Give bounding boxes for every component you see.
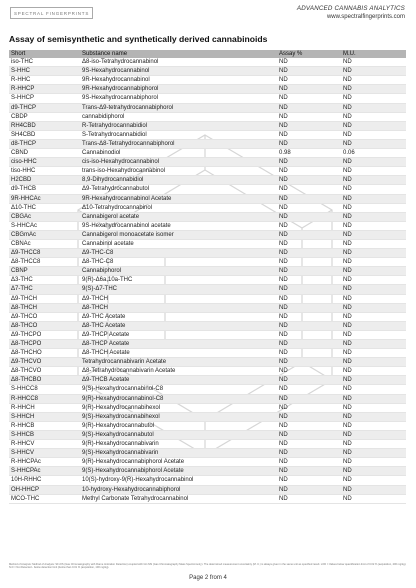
cell-short: tiso-HHC: [9, 167, 80, 176]
cell-assay: ND: [277, 485, 341, 494]
cell-short: R-HHCH: [9, 403, 80, 412]
cell-substance-name: Δ10-Tetrahydrocannabinol: [80, 203, 277, 212]
cell-short: H2CBD: [9, 176, 80, 185]
table-row: [9, 239, 406, 248]
cell-short: Δ8-THCVO: [9, 367, 80, 376]
table-row: [9, 494, 406, 503]
cell-short: d9-THCP: [9, 103, 80, 112]
cell-short: Δ8-THCC8: [9, 258, 80, 267]
cell-short: RH4CBD: [9, 121, 80, 130]
cell-mu: ND: [341, 58, 406, 67]
table-row: [9, 58, 406, 67]
table-row: [9, 230, 406, 239]
cell-assay: ND: [277, 203, 341, 212]
cell-mu: ND: [341, 230, 406, 239]
table-row: [9, 394, 406, 403]
cell-substance-name: Δ8-THCH: [80, 303, 277, 312]
cell-substance-name: 10(S)-hydroxy-9(R)-Hexahydrocannabinol: [80, 476, 277, 485]
cell-mu: ND: [341, 421, 406, 430]
table-row: [9, 303, 406, 312]
cell-assay: ND: [277, 340, 341, 349]
cell-substance-name: Trans-Δ9-tetrahydrocannabiphorol: [80, 103, 277, 112]
cell-assay: ND: [277, 303, 341, 312]
cell-substance-name: Δ9-THCP Acetate: [80, 330, 277, 339]
cell-substance-name: 9(S)-Hexahydrocannabivarin: [80, 449, 277, 458]
cell-substance-name: 9R-Hexahydrocannabiphorol: [80, 85, 277, 94]
cell-mu: ND: [341, 103, 406, 112]
table-row: [9, 130, 406, 139]
cell-assay: ND: [277, 321, 341, 330]
cell-substance-name: Δ8-iso-Tetrahydrocannabinol: [80, 58, 277, 67]
cell-mu: ND: [341, 412, 406, 421]
cell-short: Δ10-THC: [9, 203, 80, 212]
cell-short: Δ7-THC: [9, 285, 80, 294]
cell-short: d9-THCB: [9, 185, 80, 194]
cell-short: 9R-HHCAc: [9, 194, 80, 203]
cell-short: Δ9-THCC8: [9, 249, 80, 258]
table-row: [9, 330, 406, 339]
cell-short: S-HHC: [9, 67, 80, 76]
cell-assay: ND: [277, 349, 341, 358]
cell-mu: ND: [341, 130, 406, 139]
table-row: [9, 112, 406, 121]
cell-substance-name: trans-iso-Hexahydrocannabinol: [80, 167, 277, 176]
logo-text: SPECTRAL FINGERPRINTS: [10, 7, 93, 19]
cell-substance-name: Δ9-Tetrahydrocannabutol: [80, 185, 277, 194]
cell-assay: ND: [277, 385, 341, 394]
cell-short: R-HHCP: [9, 85, 80, 94]
table-row: [9, 385, 406, 394]
cell-substance-name: 9R-Hexahydrocannabinol: [80, 76, 277, 85]
cell-substance-name: Δ8-THCP Acetate: [80, 340, 277, 349]
cell-short: Δ8-THCBO: [9, 376, 80, 385]
cell-mu: ND: [341, 94, 406, 103]
company-name: ADVANCED CANNABIS ANALYTICS: [296, 5, 405, 12]
cell-mu: ND: [341, 294, 406, 303]
table-row: [9, 85, 406, 94]
cell-substance-name: 9(R)-Hexahydrocannabiphorol Acetate: [80, 458, 277, 467]
cell-assay: ND: [277, 285, 341, 294]
cell-mu: ND: [341, 485, 406, 494]
column-header-substance: Substance name: [80, 50, 277, 58]
cell-short: S-HHCB: [9, 430, 80, 439]
table-row: [9, 376, 406, 385]
column-header-mu: M.U.: [341, 50, 406, 58]
cell-substance-name: 9(R)-Hexahydrocannabinol-C8: [80, 394, 277, 403]
table-row: [9, 121, 406, 130]
cell-short: Δ9-THCO: [9, 312, 80, 321]
table-row: [9, 340, 406, 349]
cell-short: S-HHCH: [9, 412, 80, 421]
cell-short: ciso-HHC: [9, 158, 80, 167]
cell-short: S-HHCAc: [9, 221, 80, 230]
cell-substance-name: 10-hydroxy-Hexahydrocannabiphorol: [80, 485, 277, 494]
cell-assay: ND: [277, 276, 341, 285]
cell-short: CBNAc: [9, 239, 80, 248]
cell-mu: ND: [341, 367, 406, 376]
assay-table: [9, 50, 406, 504]
table-row: [9, 249, 406, 258]
table-row: [9, 94, 406, 103]
cell-substance-name: 9R-Hexahydrocannabinol Acetate: [80, 194, 277, 203]
cell-short: R-HHCB: [9, 421, 80, 430]
cell-substance-name: 9(R)-Δ6a,10a-THC: [80, 276, 277, 285]
table-row: [9, 158, 406, 167]
cell-assay: ND: [277, 112, 341, 121]
cell-mu: ND: [341, 67, 406, 76]
cell-short: Δ8-THCPO: [9, 340, 80, 349]
cell-short: Δ9-THCVO: [9, 358, 80, 367]
table-row: [9, 440, 406, 449]
cell-mu: ND: [341, 285, 406, 294]
cell-substance-name: Trans-Δ8-Tetrahydrocannabiphorol: [80, 139, 277, 148]
company-logo: [10, 7, 93, 19]
cell-assay: ND: [277, 94, 341, 103]
cell-substance-name: 9(S)-Hexahydrocannabiphorol Acetate: [80, 467, 277, 476]
cell-assay: ND: [277, 358, 341, 367]
cell-substance-name: Tetrahydrocannabivarin Acetate: [80, 358, 277, 367]
method-footnote: Method of Analysis: Method of Analysis: SF-FIS (Gas Chromatography with Flame Ionization Detection) coupled with GC-MS (Gas Chromatography Mass Spectrometry). The determined measurement uncertainty (M. U.) is always given in the same unit as specified result. LOD = Values below quantification limit of 0.02 % (acquisition, 200 mg/kg). N.D = Not Detected - below detection limit (below than 0.01 % (acquisition, 100 mg/kg).: [9, 563, 407, 570]
cell-assay: ND: [277, 476, 341, 485]
cell-assay: 0.98: [277, 149, 341, 158]
cell-mu: ND: [341, 139, 406, 148]
cell-substance-name: cis-iso-Hexahydrocannabinol: [80, 158, 277, 167]
cell-mu: ND: [341, 212, 406, 221]
cell-assay: ND: [277, 167, 341, 176]
cell-mu: ND: [341, 403, 406, 412]
cell-assay: ND: [277, 394, 341, 403]
cell-mu: ND: [341, 239, 406, 248]
page-title: Assay of semisynthetic and synthetically derived cannabinoids: [9, 34, 268, 44]
cell-substance-name: cannabidiphorol: [80, 112, 277, 121]
table-row: [9, 194, 406, 203]
cell-substance-name: 9S-Hexahydrocannabinol acetate: [80, 221, 277, 230]
cell-mu: ND: [341, 158, 406, 167]
cell-substance-name: 9(S)-Δ7-THC: [80, 285, 277, 294]
cell-assay: ND: [277, 194, 341, 203]
table-row: [9, 349, 406, 358]
table-row: [9, 176, 406, 185]
cell-mu: ND: [341, 112, 406, 121]
cell-substance-name: 9S-Hexahydrocannabinol: [80, 67, 277, 76]
cell-short: R-HHCC8: [9, 394, 80, 403]
cell-assay: ND: [277, 239, 341, 248]
cell-mu: ND: [341, 249, 406, 258]
cell-short: Δ8-THCO: [9, 321, 80, 330]
cell-assay: ND: [277, 312, 341, 321]
cell-short: 10H-RHHC: [9, 476, 80, 485]
cell-substance-name: 9(R)-Hexahydrocannabutol: [80, 421, 277, 430]
column-header-assay: Assay %: [277, 50, 341, 58]
cell-short: CBGAc: [9, 212, 80, 221]
table-row: [9, 367, 406, 376]
cell-substance-name: Cannabinol acetate: [80, 239, 277, 248]
cell-mu: ND: [341, 76, 406, 85]
table-row: [9, 276, 406, 285]
cell-assay: ND: [277, 458, 341, 467]
table-row: [9, 221, 406, 230]
table-row: [9, 139, 406, 148]
cell-short: R-HHC: [9, 76, 80, 85]
cell-mu: ND: [341, 440, 406, 449]
website-link[interactable]: www.spectralfingerprints.com: [326, 14, 405, 20]
cell-assay: ND: [277, 330, 341, 339]
cell-short: Δ3-THC: [9, 276, 80, 285]
table-row: [9, 167, 406, 176]
cell-substance-name: Cannabinodiol: [80, 149, 277, 158]
cell-assay: ND: [277, 130, 341, 139]
cell-short: Δ9-THCH: [9, 294, 80, 303]
cell-assay: ND: [277, 103, 341, 112]
cell-assay: ND: [277, 139, 341, 148]
table-row: [9, 312, 406, 321]
table-row: [9, 67, 406, 76]
cell-assay: ND: [277, 67, 341, 76]
cell-mu: ND: [341, 321, 406, 330]
cell-mu: ND: [341, 494, 406, 503]
table-row: [9, 412, 406, 421]
cell-short: S-HHCV: [9, 449, 80, 458]
header-info: [297, 5, 405, 20]
cell-mu: ND: [341, 312, 406, 321]
cell-short: R-HHCV: [9, 440, 80, 449]
cell-assay: ND: [277, 421, 341, 430]
cell-mu: ND: [341, 194, 406, 203]
cell-short: SH4CBD: [9, 130, 80, 139]
table-row: [9, 203, 406, 212]
cell-substance-name: Δ8-THC Acetate: [80, 321, 277, 330]
table-row: [9, 321, 406, 330]
cell-substance-name: Δ9-THC-C8: [80, 249, 277, 258]
cell-assay: ND: [277, 430, 341, 439]
cell-assay: ND: [277, 267, 341, 276]
cell-assay: ND: [277, 367, 341, 376]
cell-mu: ND: [341, 376, 406, 385]
cell-assay: ND: [277, 403, 341, 412]
cell-assay: ND: [277, 85, 341, 94]
cell-mu: ND: [341, 449, 406, 458]
cell-short: R-HHCPAc: [9, 458, 80, 467]
cell-short: iso-THC: [9, 58, 80, 67]
cell-assay: ND: [277, 440, 341, 449]
cell-substance-name: 9(R)-Hexahydrocannabihexol: [80, 403, 277, 412]
cell-assay: ND: [277, 58, 341, 67]
cell-mu: ND: [341, 203, 406, 212]
cell-short: MCO-THC: [9, 494, 80, 503]
cell-mu: 0.06: [341, 149, 406, 158]
cell-substance-name: 9(S)-Hexahydrocannabutol: [80, 430, 277, 439]
cell-mu: ND: [341, 176, 406, 185]
cell-mu: ND: [341, 430, 406, 439]
cell-short: CBNP: [9, 267, 80, 276]
cell-assay: ND: [277, 449, 341, 458]
cell-mu: ND: [341, 221, 406, 230]
cell-mu: ND: [341, 267, 406, 276]
cell-mu: ND: [341, 394, 406, 403]
page-number: Page 2 from 4: [189, 575, 227, 581]
cell-substance-name: 9(R)-Hexahydrocannabivarin: [80, 440, 277, 449]
cell-short: Δ8-THCHO: [9, 349, 80, 358]
cell-substance-name: Δ8-THC-C8: [80, 258, 277, 267]
table-row: [9, 430, 406, 439]
cell-assay: ND: [277, 230, 341, 239]
cell-assay: ND: [277, 176, 341, 185]
cell-mu: ND: [341, 340, 406, 349]
table-row: [9, 294, 406, 303]
cell-substance-name: Δ8-Tetrahydrocannabivarin Acetate: [80, 367, 277, 376]
table-row: [9, 421, 406, 430]
table-row: [9, 185, 406, 194]
cell-short: d8-THCP: [9, 139, 80, 148]
cell-mu: ND: [341, 276, 406, 285]
table-row: [9, 212, 406, 221]
cell-substance-name: 9S-Hexahydrocannabiphorol: [80, 94, 277, 103]
cell-assay: ND: [277, 158, 341, 167]
cell-mu: ND: [341, 185, 406, 194]
table-row: [9, 467, 406, 476]
table-row: [9, 403, 406, 412]
cell-mu: ND: [341, 167, 406, 176]
table-row: [9, 76, 406, 85]
cell-substance-name: 8,9-Dihydrocannabidiol: [80, 176, 277, 185]
cell-substance-name: S-Tetrahydrocannabidiol: [80, 130, 277, 139]
cell-substance-name: R-Tetrahydrocannabidiol: [80, 121, 277, 130]
cell-assay: ND: [277, 494, 341, 503]
cell-mu: ND: [341, 467, 406, 476]
column-header-short: Short: [9, 50, 80, 58]
cell-assay: ND: [277, 294, 341, 303]
table-row: [9, 476, 406, 485]
cell-substance-name: Δ9-THCH: [80, 294, 277, 303]
cell-short: Δ8-THCH: [9, 303, 80, 312]
cell-assay: ND: [277, 221, 341, 230]
cell-substance-name: Cannabigerol acetate: [80, 212, 277, 221]
cell-assay: ND: [277, 121, 341, 130]
cell-short: S-HHCPAc: [9, 467, 80, 476]
table-row: [9, 358, 406, 367]
table-row: [9, 485, 406, 494]
cell-short: CBGmAc: [9, 230, 80, 239]
cell-substance-name: Δ9-THCB Acetate: [80, 376, 277, 385]
table-row: [9, 103, 406, 112]
cell-assay: ND: [277, 258, 341, 267]
cell-substance-name: Cannabigerol monoacetate isomer: [80, 230, 277, 239]
cell-substance-name: 9(S)-Hexahydrocannabihexol: [80, 412, 277, 421]
cell-short: S-HHCP: [9, 94, 80, 103]
cell-assay: ND: [277, 467, 341, 476]
table-row: [9, 258, 406, 267]
cell-mu: ND: [341, 476, 406, 485]
cell-mu: ND: [341, 303, 406, 312]
cell-assay: ND: [277, 376, 341, 385]
cell-mu: ND: [341, 385, 406, 394]
cell-mu: ND: [341, 358, 406, 367]
cell-short: CBND: [9, 149, 80, 158]
table-row: [9, 449, 406, 458]
cell-short: S-HHCC8: [9, 385, 80, 394]
cell-substance-name: Δ8-THCH Acetate: [80, 349, 277, 358]
cell-assay: ND: [277, 412, 341, 421]
cell-short: Δ9-THCPO: [9, 330, 80, 339]
table-row: [9, 458, 406, 467]
cell-mu: ND: [341, 458, 406, 467]
cell-mu: ND: [341, 330, 406, 339]
cell-mu: ND: [341, 85, 406, 94]
cell-mu: ND: [341, 349, 406, 358]
table-header-row: [9, 50, 406, 58]
cell-assay: ND: [277, 76, 341, 85]
cell-assay: ND: [277, 249, 341, 258]
cell-short: CBDP: [9, 112, 80, 121]
table-body: [9, 58, 406, 503]
cell-substance-name: Methyl Carbonate Tetrahydrocannabinol: [80, 494, 277, 503]
cell-substance-name: 9(S)-Hexahydrocannabinol-C8: [80, 385, 277, 394]
cell-short: OH-HHCP: [9, 485, 80, 494]
cell-mu: ND: [341, 258, 406, 267]
cell-assay: ND: [277, 212, 341, 221]
table-row: [9, 149, 406, 158]
cell-mu: ND: [341, 121, 406, 130]
cell-substance-name: Δ9-THC Acetate: [80, 312, 277, 321]
table-row: [9, 267, 406, 276]
cell-substance-name: Cannabiphorol: [80, 267, 277, 276]
table-row: [9, 285, 406, 294]
cell-assay: ND: [277, 185, 341, 194]
